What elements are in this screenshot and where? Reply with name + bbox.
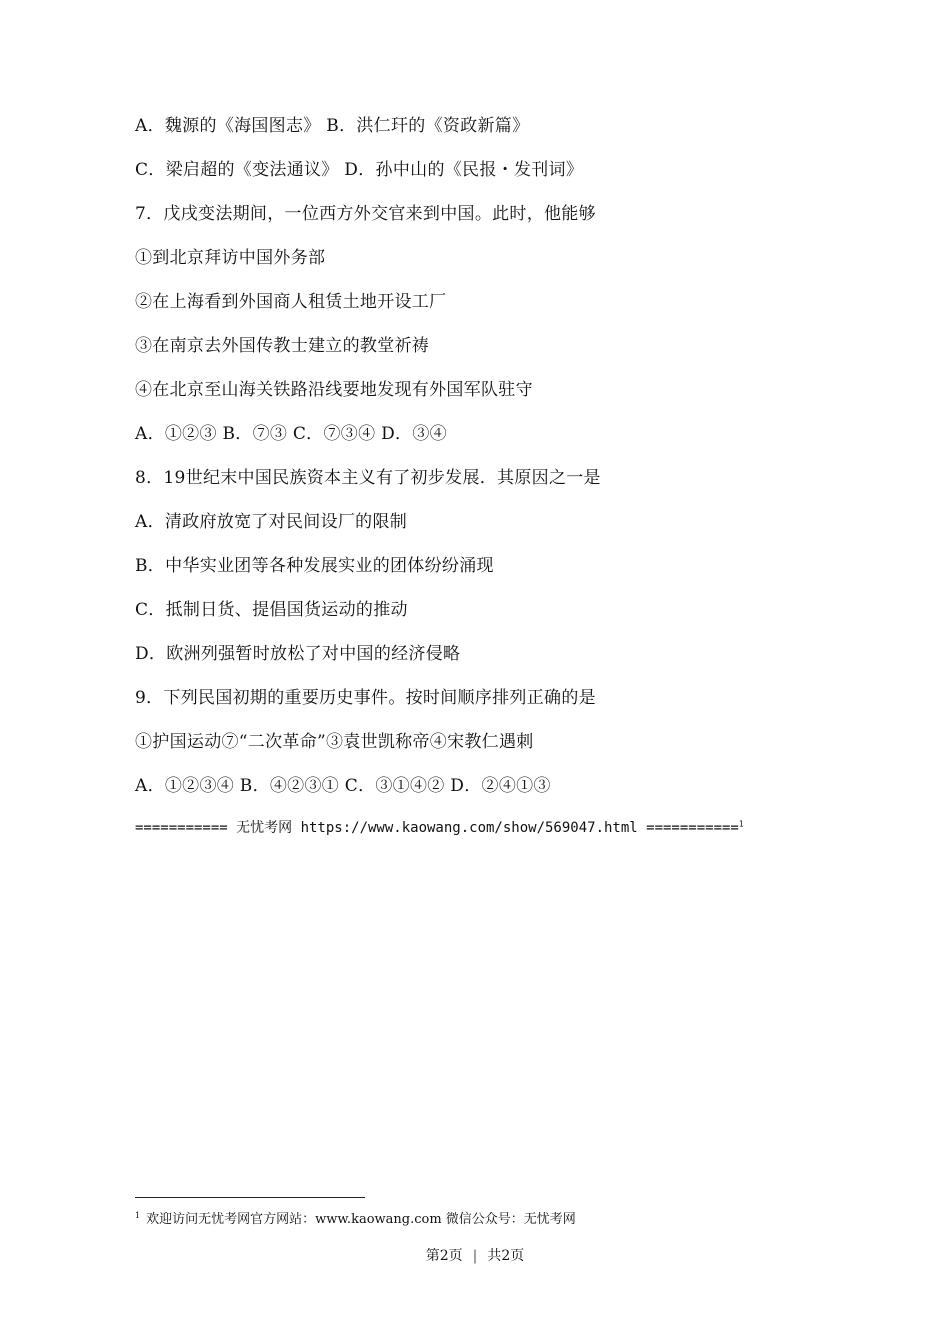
q8-option-b: B．中华实业团等各种发展实业的团体纷纷涌现	[135, 556, 494, 576]
footnote-reference: 1	[738, 819, 744, 829]
q8-stem: 8．19世纪末中国民族资本主义有了初步发展．其原因之一是	[135, 468, 601, 488]
q9-stem: 9．下列民国初期的重要历史事件。按时间顺序排列正确的是	[135, 688, 596, 708]
q7-options: A．①②③ B．⑦③ C．⑦③④ D．③④	[135, 424, 447, 444]
page-current: 第2页	[425, 1248, 463, 1264]
page-divider: |	[472, 1248, 478, 1264]
q9-events: ①护国运动⑦“二次革命”③袁世凯称帝④宋教仁遇刺	[135, 732, 534, 752]
q6-options-cd: C．梁启超的《变法通议》 D．孙中山的《民报・发刊词》	[135, 160, 584, 180]
footnote-mark: 1	[135, 1210, 141, 1220]
q8-option-d: D．欧洲列强暂时放松了对中国的经济侵略	[135, 644, 461, 664]
page-number	[0, 1246, 950, 1266]
source-separator-text: =========== 无忧考网 https://www.kaowang.com/show/569047.html ===========	[135, 820, 739, 836]
q6-options-ab: A．魏源的《海国图志》 B．洪仁玕的《资政新篇》	[135, 116, 530, 136]
q8-option-a: A．清政府放宽了对民间设厂的限制	[135, 512, 408, 532]
page-total: 共2页	[487, 1248, 525, 1264]
q7-item-4: ④在北京至山海关铁路沿线要地发现有外国军队驻守	[135, 380, 533, 400]
q7-item-3: ③在南京去外国传教士建立的教堂祈祷	[135, 336, 430, 356]
q7-item-1: ①到北京拜访中国外务部	[135, 248, 326, 268]
footnote	[135, 1210, 576, 1230]
q7-item-2: ②在上海看到外国商人租赁土地开设工厂	[135, 292, 447, 312]
source-separator	[135, 818, 744, 838]
q7-stem: 7．戊戌变法期间，一位西方外交官来到中国。此时，他能够	[135, 204, 596, 224]
footnote-divider	[135, 1197, 365, 1198]
q8-option-c: C．抵制日货、提倡国货运动的推动	[135, 600, 408, 620]
q9-options: A．①②③④ B．④②③① C．③①④② D．②④①③	[135, 776, 551, 796]
footnote-text: 欢迎访问无忧考网官方网站：www.kaowang.com 微信公众号：无忧考网	[146, 1212, 576, 1227]
